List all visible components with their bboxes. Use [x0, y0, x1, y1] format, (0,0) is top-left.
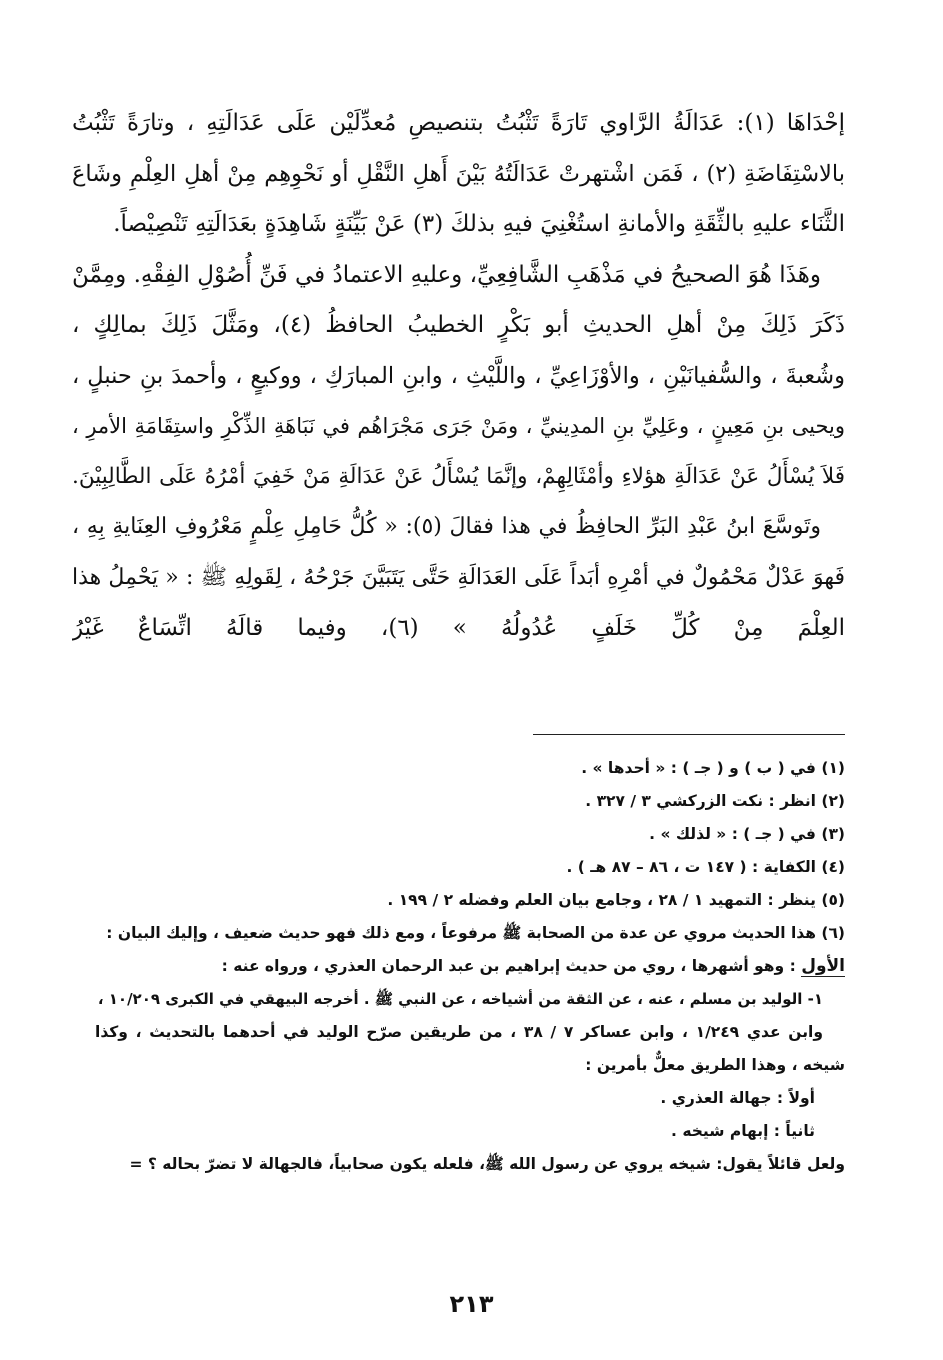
footnote-6-line-2: وابن عدي ١/٢٤٩ ، وابن عساكر ٧ / ٣٨ ، من طريقين صرّح الوليد في أحدهما بالتحديث ، وكذا: [95, 1023, 823, 1041]
footnote-2: (٢) انظر : نكت الزركشي ٣ / ٣٢٧ .: [585, 792, 845, 810]
main-text: [72, 98, 845, 654]
body-line-9: وتَوسَّعَ ابنُ عَبْدِ البَرِّ الحافِظُ في هذا فقالَ (٥): « كُلُّ حَامِلِ عِلْمٍ مَعْرُوفِ العِنَايةِ بِهِ ،: [72, 514, 821, 539]
body-line-5: ذَكَرَ ذَلِكَ مِنْ أهلِ الحديثِ أبو بَكْرٍ الخطيبُ الحافظُ (٤)، ومَثَّلَ ذَلِكَ بمالِكٍ ،: [72, 312, 845, 338]
footnote-6-line-1: ١- الوليد بن مسلم ، عنه ، عن الثقة من أشياخه ، عن النبي ﷺ . أخرجه البيهقي في الكبرى ١٠/٢٠٩ ،: [97, 990, 823, 1008]
footnote-3: (٣) في ( جـ ) : « لذلك » .: [649, 825, 845, 843]
footnote-6-line-5: ثانياً : إبهام شيخه .: [671, 1122, 815, 1140]
footnote-1: (١) في ( ب ) و ( جـ ) : « أحدها » .: [581, 759, 845, 777]
footnote-first-text: : وهو أشهرها ، روي من حديث إبراهيم بن عبد الرحمان العذري ، ورواه عنه :: [221, 957, 796, 975]
body-line-2: بالاسْتِفَاضَةِ (٢) ، فَمَن اشْتهرتْ عَدَالَتُهُ بَيْنَ أَهلِ النَّقْلِ أو نَحْوِهِم مِنْ أهلِ العِلْمِ وشَاعَ: [72, 160, 845, 187]
body-line-11: العِلْمَ مِنْ كُلِّ خَلَفٍ عُدُولُهُ » (٦)، وفيما قالَهُ اتِّسَاعٌ غَيْرُ: [72, 615, 845, 641]
footnote-6: (٦) هذا الحديث مروي عن عدة من الصحابة ﷺ مرفوعاً ، ومع ذلك فهو حديث ضعيف ، وإليك البيان :: [106, 924, 845, 942]
footnote-first-label: الأول: [801, 956, 845, 976]
body-line-7: ويحيى بنِ مَعِينٍ ، وعَلِيِّ بنِ المدِينيِّ ، ومَنْ جَرَى مَجْرَاهُم في نَبَاهَةِ الذِّكْرِ واستِقَامَةِ الأمرِ ،: [72, 414, 845, 438]
footnote-6-line-6: ولعل قائلاً يقول: شيخه يروي عن رسول الله ﷺ، فلعله يكون صحابياً، فالجهالة لا تضرّ بحاله ؟ =: [129, 1155, 845, 1173]
body-line-1: إحْدَاهَا (١): عَدَالَةُ الرَّاوي تَارَةً تَثْبُتُ بتنصيصِ مُعدِّلَيْن عَلَى عَدَالَتِهِ ، وتارَةً تَثْبُتُ: [72, 110, 845, 136]
footnote-separator: [533, 734, 845, 735]
footnote-4: (٤) الكفاية : ( ١٤٧ ت ، ٨٦ – ٨٧ هـ ) .: [566, 858, 845, 876]
footnotes: [95, 752, 845, 1181]
footnote-6-first: [95, 950, 845, 983]
body-line-3: الثَّنَاء عليهِ بالثِّقَةِ والأمانةِ استُغْنِيَ فيهِ بذلكَ (٣) عَنْ بَيِّنَةٍ شَاهِدَةٍ بعَدَالَتِهِ تَنْصِيْصاً.: [113, 211, 845, 237]
body-line-10: فَهوَ عَدْلٌ مَحْمُولٌ في أمْرِهِ أبَداً عَلَى العَدَالَةِ حَتَّى يَتَبَيَّنَ جَرْحُهُ ، لِقَولِهِ ﷺ : « يَحْمِلُ هذا: [72, 564, 845, 590]
footnote-6-line-3: شيخه ، وهذا الطريق معلٌّ بأمرين :: [585, 1056, 845, 1074]
footnote-6-line-4: أولاً : جهالة العذري .: [660, 1089, 815, 1107]
footnote-5: (٥) ينظر : التمهيد ١ / ٢٨ ، وجامع بيان العلم وفضله ٢ / ١٩٩ .: [387, 891, 845, 909]
body-line-6: وشُعبةَ ، والسُّفيانَيْنِ ، والأوْزَاعِيِّ ، واللَّيْثِ ، وابنِ المبارَكِ ، ووكيعٍ ، وأحمدَ بنِ حنبلٍ ،: [72, 362, 845, 389]
body-line-8: فَلاَ يُسْأَلُ عَنْ عَدَالَةِ هؤلاءِ وأمْثَالِهِمْ، وإنَّمَا يُسْأَلُ عَنْ عَدَالَةِ مَنْ خَفِيَ أمْرُهُ عَلَى الطَّالِبِيْنَ.: [72, 463, 845, 489]
body-line-4: وهَذَا هُوَ الصحيحُ في مَذْهَبِ الشَّافِعِيِّ، وعليهِ الاعتمادُ في فَنِّ أُصُوْلِ الفِقْهِ. ومِمَّنْ: [72, 261, 821, 288]
page-number: ٢١٣: [449, 1290, 494, 1318]
